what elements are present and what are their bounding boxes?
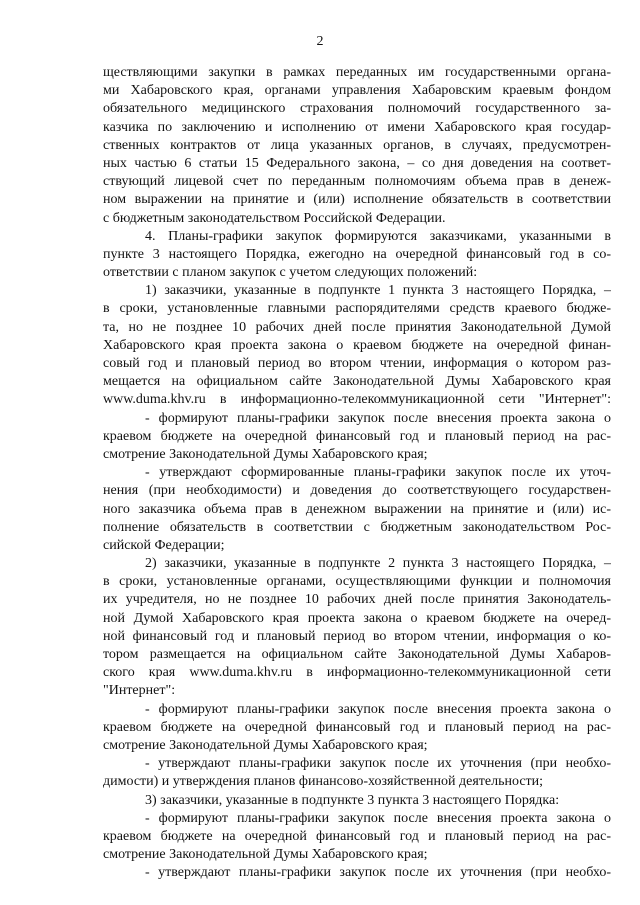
text-line: ми Хабаровского края, органами управления Хабаровским краевым фондом [103, 83, 611, 99]
text-line: полнение обязательств в соответствии с бюджетным законодательством Рос- [103, 519, 611, 535]
text-line: краевом бюджете на очередной финансовый год и плановый период на рас- [103, 719, 611, 735]
text-line: ответствии с планом закупок с учетом следующих положений: [103, 265, 478, 281]
text-line: с бюджетным законодательством Российской Федерации. [103, 210, 446, 226]
text-line: - формируют планы-графики закупок после внесения проекта закона о [145, 701, 611, 717]
text-line: тором размещается на официальном сайте Законодательной Думы Хабаров- [103, 647, 611, 662]
text-line: - утверждают планы-графики закупок после их уточнения (при необхо- [145, 865, 611, 881]
text-line: ществляющими закупки в рамках переданных им государственными органа- [103, 65, 611, 80]
text-line: нения (при необходимости) и доведения до соответствующего государствен- [103, 483, 611, 499]
text-line: - формируют планы-графики закупок после внесения проекта закона о [145, 810, 611, 826]
text-line: 2) заказчики, указанные в подпункте 2 пункта 3 настоящего Порядка, – [145, 556, 611, 572]
text-line: 4. Планы-графики закупок формируются заказчиками, указанными в [145, 228, 611, 244]
text-line: смотрение Законодательной Думы Хабаровского края; [103, 446, 428, 462]
text-line: - утверждают планы-графики закупок после их уточнения (при необхо- [145, 756, 611, 772]
text-line: 3) заказчики, указанные в подпункте 3 пункта 3 настоящего Порядка: [145, 792, 560, 808]
text-line: краевом бюджете на очередной финансовый год и плановый период на рас- [103, 828, 611, 844]
text-line: их учредителя, но не позднее 10 рабочих дней после принятия Законодатель- [103, 592, 611, 608]
text-line: смотрение Законодательной Думы Хабаровского края; [103, 737, 428, 753]
text-line: в сроки, установленные органами, осуществляющими функции и полномочия [103, 574, 611, 590]
text-line: ной финансовый год и плановый период во втором чтении, информация о ко- [103, 628, 611, 644]
text-line: сийской Федерации; [103, 537, 225, 553]
text-line: смотрение Законодательной Думы Хабаровского края; [103, 847, 428, 863]
text-line: мещается на официальном сайте Законодательной Думы Хабаровского края [103, 374, 611, 390]
text-line: 1) заказчики, указанные в подпункте 1 пункта 3 настоящего Порядка, – [145, 283, 611, 299]
text-line: обязательного медицинского страхования полномочий государственного за- [103, 101, 611, 117]
text-line: краевом бюджете на очередной финансовый год и плановый период на рас- [103, 428, 611, 444]
text-line: ствующий лицевой счет по переданным полномочиям объема прав в денеж- [103, 174, 611, 190]
text-line: - утверждают сформированные планы-графики закупок после их уточ- [145, 465, 611, 481]
page-number: 2 [316, 34, 324, 49]
text-line: пункте 3 настоящего Порядка, ежегодно на очередной финансовый год в со- [103, 246, 611, 262]
text-line: ном выражении на принятие и (или) исполнение обязательств в соответствии [103, 192, 611, 208]
text-line: ского края www.duma.khv.ru в информационно-телекоммуникационной сети [103, 665, 611, 681]
text-line: ного заказчика объема прав в денежном выражении на принятие и (или) ис- [103, 501, 611, 517]
text-line: ных частью 6 статьи 15 Федерального закона, – со дня доведения на соответ- [103, 155, 611, 171]
text-line: казчика по заключению и исполнению от имени Хабаровского края государ- [103, 119, 611, 135]
text-line: Хабаровского края проекта закона о краевом бюджете на очередной финан- [103, 337, 611, 353]
text-line: "Интернет": [103, 683, 176, 699]
text-line: димости) и утверждения планов финансово-хозяйственной деятельности; [103, 774, 544, 790]
text-line: в сроки, установленные главными распорядителями средств краевого бюдже- [103, 301, 611, 317]
text-line: ственных контрактов от лица указанных органов, в случаях, предусмотрен- [103, 137, 611, 153]
text-line: та, но не позднее 10 рабочих дней после принятия Законодательной Думой [103, 319, 611, 335]
text-line: совый год и плановый период во втором чтении, информация о котором раз- [103, 356, 611, 371]
document-body [103, 64, 611, 882]
text-line: ной Думой Хабаровского края проекта закона о краевом бюджете на очеред- [103, 610, 611, 626]
text-line: www.duma.khv.ru в информационно-телекоммуникационной сети "Интернет": [103, 392, 611, 408]
text-line: - формируют планы-графики закупок после внесения проекта закона о [145, 410, 611, 426]
